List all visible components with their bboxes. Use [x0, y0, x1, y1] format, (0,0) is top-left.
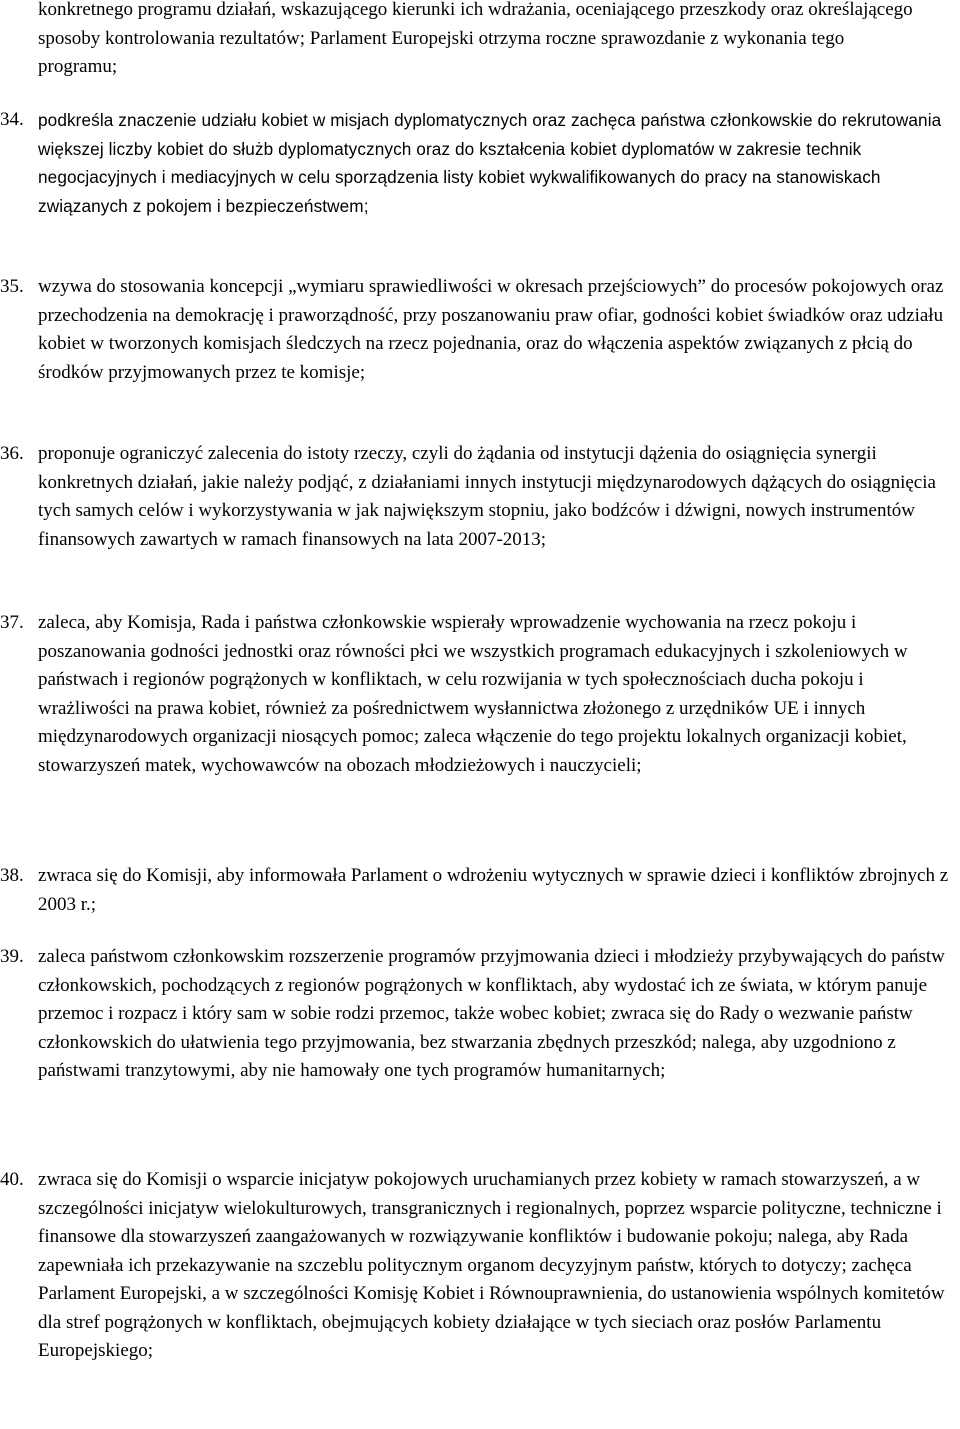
paragraph-number: 38.: [0, 865, 24, 886]
paragraph-text: zaleca państwom członkowskim rozszerzenie programów przyjmowania dzieci i młodzieży przybywających do państw członkowskich, pochodzących z regionów pogrążonych w konfliktach, aby wydostać ich ze świata, w którym panuje przemoc i rozpacz i który sam w sobie rodzi przemoc, także wobec kobiet; zwraca się do Rady o wezwanie państw członkowskich do ułatwienia tego przyjmowania, bez stwarzania zbędnych przeszkód; nalega, aby uzgodniono z państwami tranzytowymi, aby nie hamowały one tych programów humanitarnych;: [38, 946, 945, 1081]
paragraph-number: 34.: [0, 109, 24, 130]
paragraph-text: zwraca się do Komisji, aby informowała Parlament o wdrożeniu wytycznych w sprawie dzieci i konfliktów zbrojnych z 2003 r.;: [38, 865, 949, 915]
paragraph-number: 40.: [0, 1169, 24, 1190]
paragraph-text: zaleca, aby Komisja, Rada i państwa członkowskie wspierały wprowadzenie wychowania na rzecz pokoju i poszanowania godności jednostki oraz równości płci we wszystkich programach edukacyjnych i szkoleniowych w państwach i regionów pogrążonych w konfliktach, w celu rozwijania w tych społecznościach ducha pokoju i wrażliwości na prawa kobiet, również za pośrednictwem wysłannictwa złożonego z urzędników UE i innych międzynarodowych organizacji niosących pomoc; zaleca włączenie do tego projektu lokalnych organizacji kobiet, stowarzyszeń matek, wychowawców na obozach młodzieżowych i nauczycieli;: [38, 612, 908, 776]
paragraph-text: proponuje ograniczyć zalecenia do istoty rzeczy, czyli do żądania od instytucji dążenia do osiągnięcia synergii konkretnych działań, jakie należy podjąć, z działaniami innych instytucji międzynarodowych dążących do osiągnięcia tych samych celów i wykorzystywania w jak największym stopniu, jako bodźców i dźwigni, nowych instrumentów finansowych zawartych w ramach finansowych na lata 2007-2013;: [38, 443, 936, 550]
paragraph-text: wzywa do stosowania koncepcji „wymiaru sprawiedliwości w okresach przejściowych” do procesów pokojowych oraz przechodzenia na demokrację i praworządność, przy poszanowaniu praw ofiar, godności kobiet świadków oraz udziału kobiet w tworzonych komisjach śledczych na rzecz pojednania, oraz do włączenia aspektów związanych z płcią do środków przyjmowanych przez te komisje;: [38, 276, 944, 383]
paragraph-number: 39.: [0, 946, 24, 967]
paragraph-text: podkreśla znaczenie udziału kobiet w misjach dyplomatycznych oraz zachęca państwa członkowskie do rekrutowania większej liczby kobiet do służb dyplomatycznych oraz do kształcenia kobiet dyplomatów w zakresie technik negocjacyjnych i mediacyjnych w celu sporządzenia listy kobiet wykwalifikowanych do pracy na stanowiskach związanych z pokojem i bezpieczeństwem;: [38, 110, 942, 216]
paragraph-number: 37.: [0, 612, 24, 633]
paragraph-number: 35.: [0, 276, 24, 297]
paragraph-text: zwraca się do Komisji o wsparcie inicjatyw pokojowych uruchamianych przez kobiety w ramach stowarzyszeń, a w szczególności inicjatyw wielokulturowych, transgranicznych i regionalnych, poprzez wsparcie polityczne, techniczne i finansowe dla stowarzyszeń zaangażowanych w rozwiązywanie konfliktów i budowanie pokoju; nalega, aby Rada zapewniała ich przekazywanie na szczeblu politycznym organom decyzyjnym państw, których to dotyczy; zachęca Parlament Europejski, a w szczególności Komisję Kobiet i Równouprawnienia, do ustanowienia wspólnych komitetów dla stref pogrążonych w konfliktach, obejmujących kobiety działające w tych sieciach oraz posłów Parlamentu Europejskiego;: [38, 1169, 945, 1361]
continuation-paragraph: konkretnego programu działań, wskazującego kierunki ich wdrażania, oceniającego przeszkody oraz określającego sposoby kontrolowania rezultatów; Parlament Europejski otrzyma roczne sprawozdanie z wykonania tego programu;: [38, 0, 913, 77]
paragraph-number: 36.: [0, 443, 24, 464]
